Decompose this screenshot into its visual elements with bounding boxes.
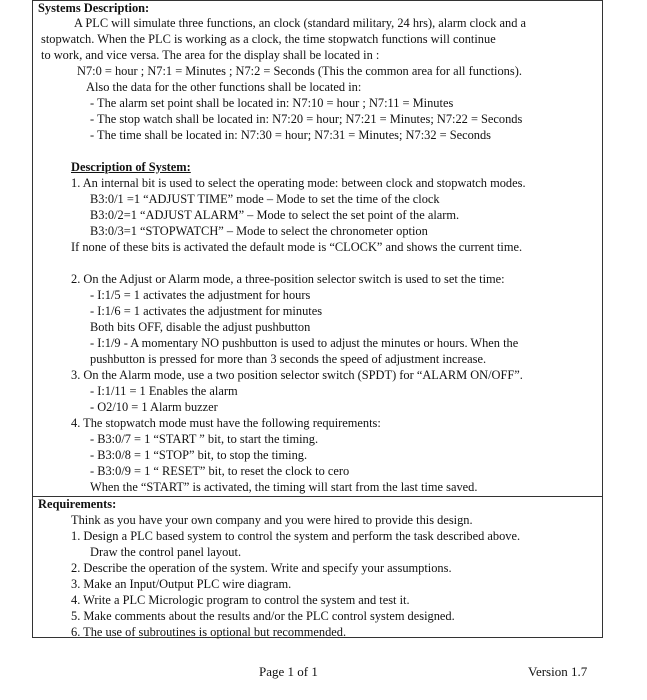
list-item: 4. The stopwatch mode must have the following requirements: (71, 416, 381, 430)
list-item: 1. Design a PLC based system to control the system and perform the task described above. (71, 529, 521, 543)
paragraph-line: N7:0 = hour ; N7:1 = Minutes ; N7:2 = Seconds (This the common area for all functions). (77, 64, 522, 78)
paragraph-line: If none of these bits is activated the default mode is “CLOCK” and shows the current time. (71, 240, 523, 254)
list-line: pushbutton is pressed for more than 3 seconds the speed of adjustment increase. (90, 352, 487, 366)
list-line: - I:1/6 = 1 activates the adjustment for minutes (90, 304, 323, 318)
list-line: - B3:0/7 = 1 “START ” bit, to start the timing. (90, 432, 319, 446)
list-line: Both bits OFF, disable the adjust pushbutton (90, 320, 311, 334)
list-item: 3. Make an Input/Output PLC wire diagram. (71, 577, 292, 591)
list-item: 4. Write a PLC Micrologic program to control the system and test it. (71, 593, 410, 607)
list-line: B3:0/2=1 “ADJUST ALARM” – Mode to select the set point of the alarm. (90, 208, 460, 222)
list-item: 5. Make comments about the results and/or the PLC control system designed. (71, 609, 455, 623)
list-line: When the “START” is activated, the timing will start from the last time saved. (90, 480, 478, 494)
list-line: - B3:0/9 = 1 “ RESET” bit, to reset the clock to cero (90, 464, 350, 478)
list-line: - B3:0/8 = 1 “STOP” bit, to stop the timing. (90, 448, 308, 462)
list-line: B3:0/1 =1 “ADJUST TIME” mode – Mode to set the time of the clock (90, 192, 440, 206)
document-frame (32, 0, 603, 638)
systems-description-heading: Systems Description: (38, 1, 150, 15)
list-item: 2. On the Adjust or Alarm mode, a three-position selector switch is used to set the time: (71, 272, 505, 286)
paragraph-line: Also the data for the other functions shall be located in: (86, 80, 362, 94)
description-of-system-heading: Description of System: (71, 160, 191, 174)
list-line: - I:1/11 = 1 Enables the alarm (90, 384, 238, 398)
version-label: Version 1.7 (528, 664, 588, 679)
list-item: 2. Describe the operation of the system. Write and specify your assumptions. (71, 561, 452, 575)
paragraph-line: - The stop watch shall be located in: N7:20 = hour; N7:21 = Minutes; N7:22 = Seconds (90, 112, 523, 126)
list-item: 1. An internal bit is used to select the operating mode: between clock and stopwatch modes. (71, 176, 526, 190)
list-line: B3:0/3=1 “STOPWATCH” – Mode to select the chronometer option (90, 224, 428, 238)
paragraph-line: - The alarm set point shall be located in: N7:10 = hour ; N7:11 = Minutes (90, 96, 454, 110)
paragraph-line: Think as you have your own company and you were hired to provide this design. (71, 513, 473, 527)
paragraph-line: stopwatch. When the PLC is working as a clock, the time stopwatch functions will continue (41, 32, 496, 46)
list-line: - I:1/5 = 1 activates the adjustment for hours (90, 288, 311, 302)
list-item: 3. On the Alarm mode, use a two position selector switch (SPDT) for “ALARM ON/OFF”. (71, 368, 523, 382)
section-divider (33, 496, 602, 497)
list-item: 6. The use of subroutines is optional but recommended. (71, 625, 347, 639)
paragraph-line: to work, and vice versa. The area for the display shall be located in : (41, 48, 380, 62)
requirements-heading: Requirements: (38, 497, 117, 511)
list-line: - O2/10 = 1 Alarm buzzer (90, 400, 218, 414)
paragraph-line: A PLC will simulate three functions, an clock (standard military, 24 hrs), alarm clock and a (74, 16, 527, 30)
paragraph-line: - The time shall be located in: N7:30 = hour; N7:31 = Minutes; N7:32 = Seconds (90, 128, 492, 142)
list-line: - I:1/9 - A momentary NO pushbutton is used to adjust the minutes or hours. When the (90, 336, 519, 350)
list-line: Draw the control panel layout. (90, 545, 242, 559)
page-number: Page 1 of 1 (259, 664, 318, 679)
